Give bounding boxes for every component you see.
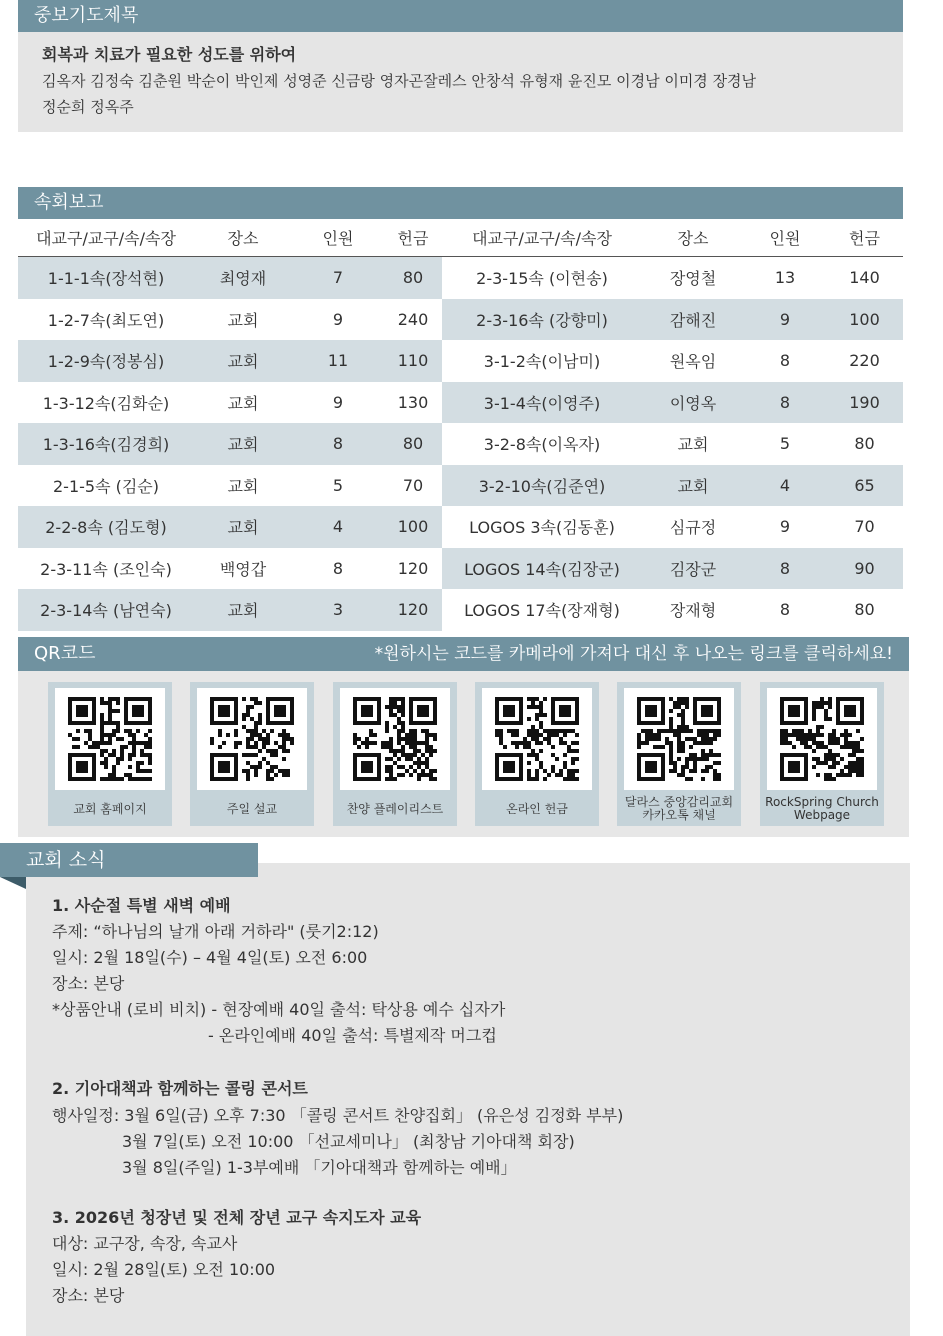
qr-section-title: QR코드 [34, 643, 96, 664]
cell-place: 감해진 [642, 299, 744, 341]
column-header: 대교구/교구/속/속장 [442, 219, 642, 257]
cell-offering: 65 [826, 465, 903, 507]
cell-attendance: 8 [779, 351, 791, 371]
cell-leader: 1-1-1속(장석현) [18, 257, 194, 299]
table-row [18, 589, 903, 631]
news-item-line: 3월 8일(주일) 1-3부예배 「기아대책과 함께하는 예배」 [122, 1158, 517, 1177]
cell-offering: 80 [384, 257, 442, 299]
cell-attendance: 9 [332, 392, 344, 412]
news-item-line: 행사일정: 3월 6일(금) 오후 7:30 「콜링 콘서트 찬양집회」 (유은성 김정화 부부) [52, 1106, 624, 1125]
cell-attendance: 5 [332, 475, 344, 495]
news-item-line: *상품안내 (로비 비치) - 현장예배 40일 출석: 탁상용 예수 십자가 [52, 1000, 506, 1019]
cell-attendance: 11 [292, 340, 384, 382]
table-row [18, 299, 903, 341]
news-item-title: 3. 2026년 청장년 및 전체 장년 교구 속지도자 교육 [52, 1208, 422, 1227]
cell-offering: 140 [849, 268, 880, 288]
column-header: 인원 [744, 219, 826, 257]
cell-attendance: 8 [744, 548, 826, 590]
cell-place: 교회 [194, 589, 292, 631]
column-header: 헌금 [826, 219, 903, 257]
column-header: 장소 [194, 219, 292, 257]
cell-attendance: 5 [779, 434, 791, 454]
cell-leader: 1-2-9속(정봉심) [18, 340, 194, 382]
cell-leader: 3-2-10속(김준연) [442, 465, 642, 507]
cell-place: 백영갑 [219, 559, 267, 579]
cell-attendance: 8 [744, 382, 826, 424]
cell-leader: 3-2-8속(이옥자) [483, 435, 601, 455]
cell-leader: 2-2-8속 (김도형) [18, 506, 194, 548]
qr-card-online-offering[interactable] [475, 682, 599, 826]
cell-place: 장영철 [669, 269, 717, 289]
news-item-line: 3월 7일(토) 오전 10:00 「선교세미나」 (최창남 기아대책 회장) [122, 1132, 575, 1151]
cell-leader: 3-1-4속(이영주) [442, 382, 642, 424]
news-item-line: 주제: “하나님의 날개 아래 거하라" (룻기2:12) [52, 922, 379, 941]
cell-attendance: 4 [292, 506, 384, 548]
news-item-line: 일시: 2월 28일(토) 오전 10:00 [52, 1260, 276, 1279]
cell-place: 교회 [194, 423, 292, 465]
cell-place: 교회 [642, 465, 744, 507]
cell-attendance: 3 [292, 589, 384, 631]
table-row [18, 465, 903, 507]
qr-card-rockspring[interactable] [760, 682, 884, 826]
cell-place: 교회 [677, 435, 709, 455]
cell-place: 교회 [227, 310, 259, 330]
table-row [18, 548, 903, 590]
cell-offering: 120 [397, 558, 429, 578]
news-item-line: - 온라인예배 40일 출석: 특별제작 머그컵 [208, 1026, 497, 1045]
cell-leader: 2-3-11속 (조인숙) [40, 559, 172, 579]
cell-place: 최영재 [194, 257, 292, 299]
column-header: 인원 [292, 219, 384, 257]
qr-label: 온라인 헌금 [506, 801, 568, 816]
column-header: 장소 [642, 219, 744, 257]
table-header-row [18, 219, 903, 257]
cell-leader: 3-1-2속(이남미) [483, 352, 601, 372]
cell-leader: LOGOS 3속(김동훈) [469, 518, 615, 538]
cell-offering: 70 [402, 475, 424, 495]
cell-leader: 1-2-7속(최도연) [47, 310, 165, 330]
cell-place: 교회 [227, 476, 259, 496]
qr-label: 달라스 중앙감리교회 카카오톡 채널 [624, 795, 734, 822]
table-row [18, 257, 903, 299]
cell-leader: LOGOS 14속(김장군) [442, 548, 642, 590]
cell-offering: 80 [384, 423, 442, 465]
prayer-names-line1: 김옥자 김정숙 김춘원 박순이 박인제 성영준 신금랑 영자곤잘레스 안창석 유형재 윤진모 이경남 이미경 장경남 [42, 72, 757, 90]
cell-place: 교회 [227, 393, 259, 413]
table-row [18, 423, 903, 465]
qr-label: 교회 홈페이지 [73, 801, 147, 816]
cell-leader: 2-3-15속 (이현송) [476, 269, 608, 289]
table-row [18, 382, 903, 424]
header-fold-decoration [0, 877, 26, 889]
cell-offering: 240 [397, 309, 429, 329]
cell-offering: 80 [854, 600, 875, 620]
cell-offering: 120 [384, 589, 442, 631]
cell-offering: 190 [826, 382, 903, 424]
qr-code-icon[interactable] [482, 688, 592, 790]
qr-code-icon[interactable] [767, 688, 877, 790]
table-row [18, 506, 903, 548]
news-item-line: 일시: 2월 18일(수) – 4월 4일(토) 오전 6:00 [52, 948, 368, 967]
table-row [18, 340, 903, 382]
qr-card-playlist[interactable] [333, 682, 457, 826]
qr-card-sermon[interactable] [190, 682, 314, 826]
qr-label: 찬양 플레이리스트 [346, 801, 444, 816]
column-header: 대교구/교구/속/속장 [18, 219, 194, 257]
news-item-title: 1. 사순절 특별 새벽 예배 [52, 896, 231, 915]
qr-code-icon[interactable] [624, 688, 734, 790]
cell-report-table [18, 219, 903, 631]
cell-place: 이영옥 [642, 382, 744, 424]
prayer-section-header: 중보기도제목 [18, 0, 903, 32]
cell-leader: 2-3-16속 (강향미) [442, 299, 642, 341]
prayer-names-line2: 정순희 정옥주 [42, 98, 134, 116]
news-section-header: 교회 소식 [0, 843, 258, 877]
cell-leader: 2-3-14속 (남연숙) [18, 589, 194, 631]
cell-offering: 90 [826, 548, 903, 590]
cell-attendance: 8 [292, 423, 384, 465]
prayer-title: 회복과 치료가 필요한 성도를 위하여 [42, 45, 297, 64]
cell-place: 원옥임 [669, 352, 717, 372]
cell-offering: 100 [384, 506, 442, 548]
cell-attendance: 9 [332, 309, 344, 329]
cell-place: 교회 [194, 506, 292, 548]
cell-report-header: 속회보고 [18, 187, 903, 219]
qr-section-header [18, 637, 909, 671]
qr-instruction-note: *원하시는 코드를 카메라에 가져다 대신 후 나오는 링크를 클릭하세요! [374, 644, 893, 664]
cell-offering: 110 [384, 340, 442, 382]
news-item-line: 대상: 교구장, 속장, 속교사 [52, 1234, 238, 1253]
cell-leader: LOGOS 17속(장재형) [464, 601, 620, 621]
qr-label: RockSpring Church Webpage [765, 795, 879, 822]
news-item-line: 장소: 본당 [52, 1286, 125, 1305]
qr-code-icon[interactable] [197, 688, 307, 790]
cell-place: 김장군 [642, 548, 744, 590]
cell-offering: 220 [849, 351, 880, 371]
cell-leader: 2-1-5속 (김순) [52, 476, 160, 496]
cell-attendance: 8 [332, 558, 344, 578]
cell-attendance: 8 [779, 600, 791, 620]
qr-code-icon[interactable] [340, 688, 450, 790]
cell-offering: 100 [826, 299, 903, 341]
cell-offering: 130 [397, 392, 429, 412]
news-item-line: 장소: 본당 [52, 974, 125, 993]
cell-attendance: 4 [744, 465, 826, 507]
qr-card-kakao-channel[interactable] [617, 682, 741, 826]
qr-code-icon[interactable] [55, 688, 165, 790]
cell-place: 심규정 [669, 518, 717, 538]
cell-offering: 80 [854, 434, 875, 454]
cell-leader: 1-3-12속(김화순) [42, 393, 170, 413]
cell-leader: 1-3-16속(김경희) [18, 423, 194, 465]
cell-place: 교회 [194, 340, 292, 382]
cell-attendance: 9 [779, 517, 791, 537]
cell-place: 장재형 [669, 601, 717, 621]
cell-attendance: 13 [774, 268, 796, 288]
cell-offering: 70 [854, 517, 875, 537]
qr-card-homepage[interactable] [48, 682, 172, 826]
qr-label: 주일 설교 [226, 801, 278, 816]
column-header: 헌금 [384, 219, 442, 257]
news-item-title: 2. 기아대책과 함께하는 콜링 콘서트 [52, 1079, 308, 1098]
cell-attendance: 9 [744, 299, 826, 341]
cell-attendance: 7 [292, 257, 384, 299]
